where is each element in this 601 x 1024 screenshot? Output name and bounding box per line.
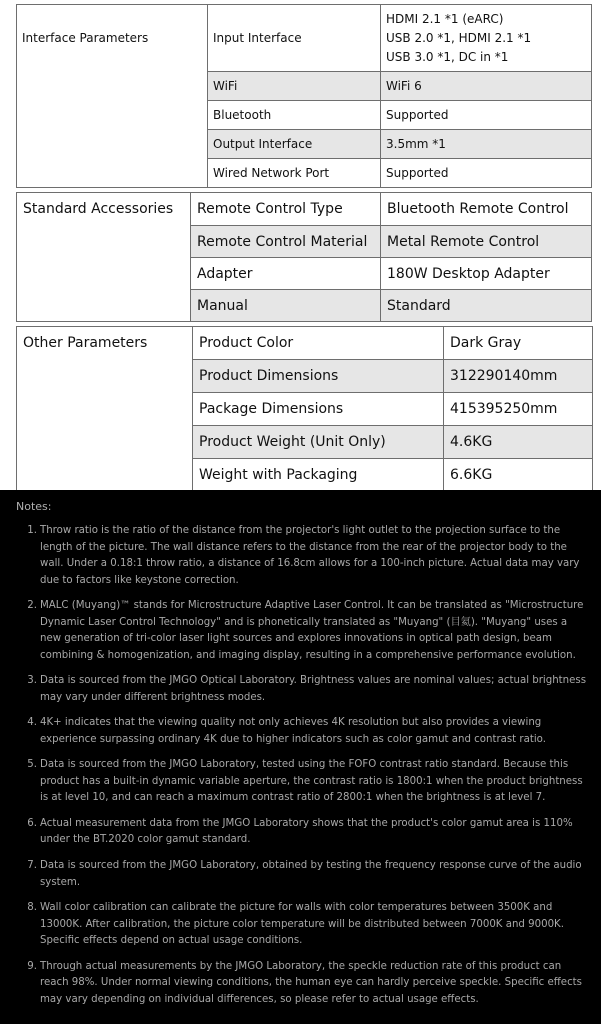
param-name: Product Weight (Unit Only) (193, 426, 444, 459)
param-value: 312290140mm (444, 360, 593, 393)
interface-parameters-table (16, 4, 592, 188)
note-text: Data is sourced from the JMGO Laboratory, tested using the FOFO contrast ratio standard. Because this product has a built-in dynamic variable aperture, the contrast ratio is 1800:1 when the product brightness is at level 10, and can reach a maximum contrast ratio of 2800:1 when the brightness is at level 7. (40, 759, 583, 804)
param-value: Standard (381, 290, 592, 322)
note-text: 4K+ indicates that the viewing quality not only achieves 4K resolution but also provides a viewing experience surpassing ordinary 4K due to higher indicators such as color gamut and contrast ratio. (40, 717, 546, 745)
list-item (16, 757, 587, 806)
param-value: Dark Gray (444, 327, 593, 360)
list-item (16, 673, 587, 706)
param-name: Adapter (191, 258, 381, 290)
note-number: 4. (27, 717, 37, 729)
note-number: 2. (27, 600, 37, 612)
param-name: Bluetooth (208, 101, 381, 130)
group-label-accessories: Standard Accessories (17, 193, 191, 322)
value-line: HDMI 2.1 *1 (eARC) (386, 11, 504, 26)
standard-accessories-table (16, 192, 592, 322)
note-number: 9. (27, 960, 37, 972)
param-value: 6.6KG (444, 459, 593, 491)
note-number: 8. (27, 902, 37, 914)
note-text: MALC (Muyang)™ stands for Microstructure Adaptive Laser Control. It can be translated as "Microstructure Dynamic Laser Control Technology" and is phonetically translated as "Muyang" (目氦). "Muyang" uses a new generation of tri-color laser light sources and explores innovations in optical path design, beam combining & homogenization, and imaging display, resulting in a comprehensive performance evolution. (40, 600, 584, 661)
param-value: Supported (381, 159, 592, 188)
param-name: Manual (191, 290, 381, 322)
param-name: Remote Control Type (191, 193, 381, 226)
list-item (16, 900, 587, 949)
group-label-other: Other Parameters (17, 327, 193, 491)
param-value: WiFi 6 (381, 72, 592, 101)
note-text: Data is sourced from the JMGO Optical Laboratory. Brightness values are nominal values; actual brightness may vary under different brightness modes. (40, 675, 587, 703)
table-row (17, 5, 592, 72)
note-text: Data is sourced from the JMGO Laboratory, obtained by testing the frequency response curve of the audio system. (40, 860, 582, 888)
note-number: 3. (27, 675, 37, 687)
note-number: 1. (27, 525, 37, 537)
notes-section (0, 490, 601, 1024)
note-number: 5. (27, 759, 37, 771)
group-label-interface: Interface Parameters (17, 5, 208, 188)
param-value: Bluetooth Remote Control (381, 193, 592, 226)
value-line: USB 3.0 *1, DC in *1 (386, 49, 509, 64)
note-number: 7. (27, 860, 37, 872)
param-value: 4.6KG (444, 426, 593, 459)
list-item (16, 523, 587, 589)
table-row (17, 327, 593, 360)
param-name: Package Dimensions (193, 393, 444, 426)
list-item (16, 598, 587, 664)
notes-title: Notes: (16, 500, 52, 513)
param-value (381, 5, 592, 72)
other-parameters-table (16, 326, 593, 491)
note-text: Wall color calibration can calibrate the picture for walls with color temperatures between 3500K and 13000K. After calibration, the picture color temperature will be distributed between 7000K and 9000K. Specific effects depend on actual usage conditions. (40, 902, 564, 947)
param-name: Input Interface (208, 5, 381, 72)
param-value: 3.5mm *1 (381, 130, 592, 159)
param-value: Metal Remote Control (381, 226, 592, 258)
note-text: Through actual measurements by the JMGO Laboratory, the speckle reduction rate of this product can reach 98%. Under normal viewing conditions, the human eye can hardly perceive speckle. Specific effects may vary depending on individual differences, so please refer to actual usage effects. (40, 960, 582, 1005)
param-name: WiFi (208, 72, 381, 101)
param-name: Remote Control Material (191, 226, 381, 258)
notes-list (16, 523, 587, 1008)
value-line: USB 2.0 *1, HDMI 2.1 *1 (386, 30, 532, 45)
note-text: Actual measurement data from the JMGO Laboratory shows that the product's color gamut area is 110% under the BT.2020 color gamut standard. (40, 817, 573, 846)
list-item (16, 715, 587, 748)
param-value: 415395250mm (444, 393, 593, 426)
param-value: 180W Desktop Adapter (381, 258, 592, 290)
param-value: Supported (381, 101, 592, 130)
param-name: Weight with Packaging (193, 459, 444, 491)
param-name: Product Dimensions (193, 360, 444, 393)
param-name: Wired Network Port (208, 159, 381, 188)
note-number: 6. (27, 817, 37, 829)
list-item (16, 816, 587, 849)
table-row (17, 193, 592, 226)
param-name: Output Interface (208, 130, 381, 159)
param-name: Product Color (193, 327, 444, 360)
list-item (16, 858, 587, 891)
note-text: Throw ratio is the ratio of the distance from the projector's light outlet to the projection surface to the length of the picture. The wall distance refers to the distance from the rear of the projector body to the wall. Under a 0.18:1 throw ratio, a distance of 16.8cm allows for a 100-inch picture. Actual data may vary due to factors like keystone correction. (40, 525, 580, 586)
list-item (16, 959, 587, 1008)
